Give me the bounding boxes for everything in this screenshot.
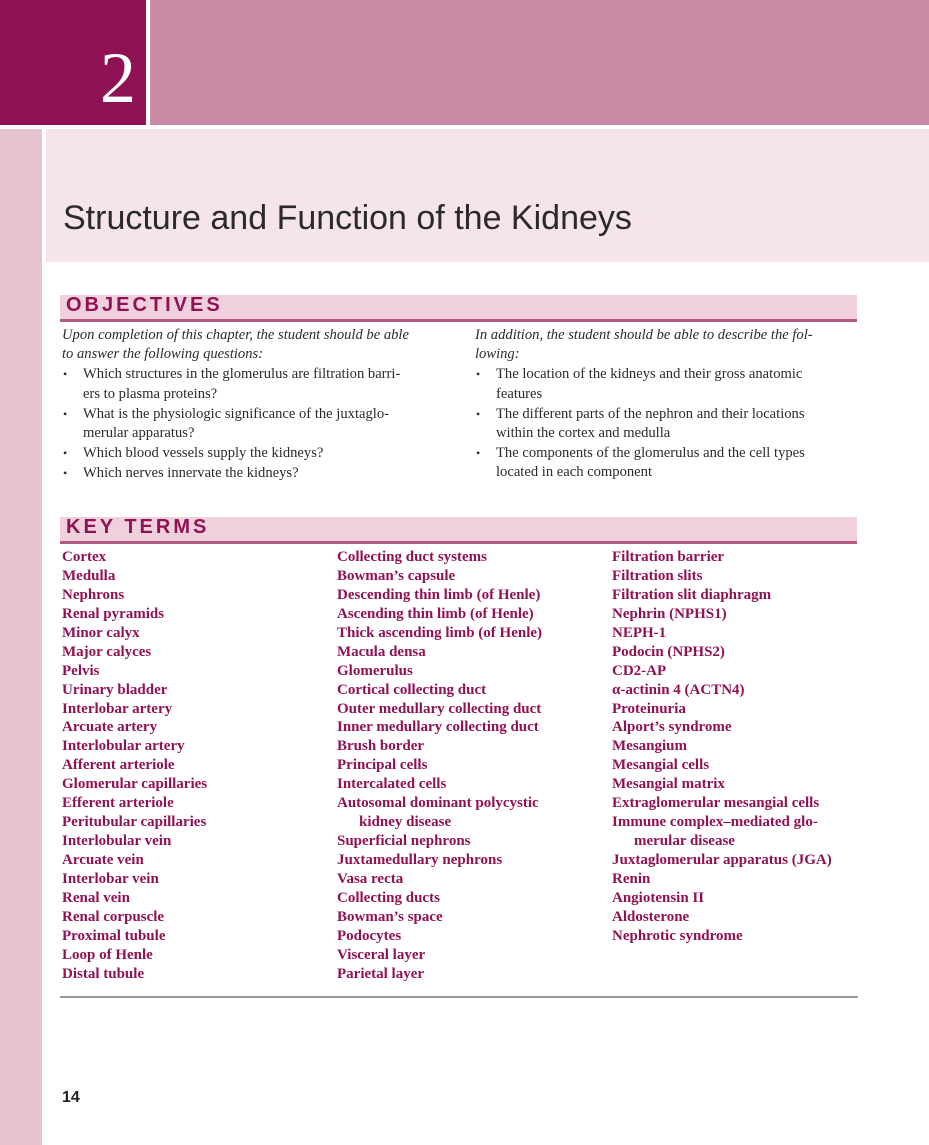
objective-item: • Which structures in the glomerulus are filtration barri- ers to plasma proteins? <box>62 365 444 403</box>
key-term: Urinary bladder <box>62 681 168 698</box>
objectives-right-intro: In addition, the student should be able to describe the fol- lowing: <box>475 327 813 363</box>
objectives-left-list <box>62 365 444 483</box>
key-term: Renal vein <box>62 889 130 906</box>
key-term: Inner medullary collecting duct <box>337 719 539 736</box>
page-number: 14 <box>62 1089 80 1106</box>
key-term: Interlobar artery <box>62 700 173 717</box>
key-term: Nephrons <box>62 586 125 603</box>
key-term: Proximal tubule <box>62 927 166 944</box>
key-term: Filtration slits <box>612 567 703 584</box>
objective-item: • Which blood vessels supply the kidneys? <box>62 444 444 463</box>
key-term: Cortex <box>62 549 107 565</box>
objectives-right-list <box>475 365 857 482</box>
key-term: CD2-AP <box>612 662 667 679</box>
key-terms-column-1 <box>62 548 207 984</box>
key-term: Filtration slit diaphragm <box>612 586 772 603</box>
key-term: Renal pyramids <box>62 605 165 622</box>
key-term: Interlobar vein <box>62 870 159 887</box>
key-term: Renal corpuscle <box>62 908 165 925</box>
key-term: kidney disease <box>359 814 452 831</box>
key-term: Proteinuria <box>612 700 686 717</box>
key-terms-heading: KEY TERMS <box>66 516 210 538</box>
key-term: Ascending thin limb (of Henle) <box>337 605 534 622</box>
key-term: Superficial nephrons <box>337 833 471 850</box>
key-term: Brush border <box>337 738 425 755</box>
key-term: Major calyces <box>62 643 152 660</box>
objectives-heading-bar <box>60 295 857 322</box>
key-term: NEPH-1 <box>612 624 667 641</box>
key-term: Juxtamedullary nephrons <box>337 852 503 868</box>
key-term: Outer medullary collecting duct <box>337 700 542 717</box>
side-strip <box>0 129 42 1145</box>
objectives-right-column <box>475 326 857 483</box>
section-divider <box>60 996 858 998</box>
key-term: Efferent arteriole <box>62 795 174 812</box>
objective-item: • Which nerves innervate the kidneys? <box>62 464 444 483</box>
key-term: Bowman’s space <box>337 908 443 925</box>
key-term: Minor calyx <box>62 624 140 641</box>
key-term: Afferent arteriole <box>62 757 175 774</box>
key-term: Angiotensin II <box>612 889 705 906</box>
header-band <box>150 0 929 125</box>
key-term: Visceral layer <box>337 946 426 963</box>
key-term: Filtration barrier <box>612 549 725 565</box>
key-term: Collecting duct systems <box>337 549 487 565</box>
objective-item: • The different parts of the nephron and their locations within the cortex and medulla <box>475 405 857 443</box>
key-term: Glomerulus <box>337 662 413 679</box>
key-term: Mesangial cells <box>612 757 710 774</box>
objective-item: • What is the physiologic significance of the juxtaglo- merular apparatus? <box>62 405 444 443</box>
key-term: Parietal layer <box>337 965 425 982</box>
key-term: Extraglomerular mesangial cells <box>612 795 820 812</box>
key-terms-heading-bar <box>60 517 857 544</box>
key-term: Juxtaglomerular apparatus (JGA) <box>612 852 832 868</box>
key-term: Mesangium <box>612 738 687 755</box>
key-term: Podocin (NPHS2) <box>612 643 725 660</box>
key-term: Macula densa <box>337 643 426 660</box>
key-term: Renin <box>612 870 651 887</box>
key-term: Bowman’s capsule <box>337 567 456 584</box>
key-term: Podocytes <box>337 927 402 944</box>
objectives-left-intro: Upon completion of this chapter, the student should be able to answer the following questions: <box>62 327 409 363</box>
chapter-number-box <box>0 0 146 125</box>
key-term: Loop of Henle <box>62 946 153 963</box>
key-term: Nephrin (NPHS1) <box>612 605 727 622</box>
key-term: Nephrotic syndrome <box>612 927 743 944</box>
key-term: Distal tubule <box>62 965 145 982</box>
key-term: Principal cells <box>337 757 428 774</box>
key-term: Glomerular capillaries <box>62 776 208 793</box>
key-terms-column-2 <box>337 548 542 984</box>
chapter-number: 2 <box>100 38 136 118</box>
objectives-heading: OBJECTIVES <box>66 294 223 316</box>
key-term: Alport’s syndrome <box>612 719 732 736</box>
key-term: Autosomal dominant polycystic <box>337 795 539 812</box>
objectives-left-column <box>62 326 444 484</box>
key-term: Interlobular artery <box>62 738 185 755</box>
key-term: Immune complex–mediated glo- <box>612 814 818 831</box>
key-term: Vasa recta <box>337 870 404 887</box>
key-term: Pelvis <box>62 662 100 679</box>
key-term: Mesangial matrix <box>612 776 725 793</box>
key-terms-column-3 <box>612 548 832 946</box>
title-band <box>46 129 929 262</box>
key-term: Interlobular vein <box>62 833 172 850</box>
key-term: Descending thin limb (of Henle) <box>337 586 541 603</box>
objective-item: • The location of the kidneys and their gross anatomic features <box>475 365 857 403</box>
key-term: Aldosterone <box>612 908 690 925</box>
key-term: Thick ascending limb (of Henle) <box>337 624 543 641</box>
key-term: Peritubular capillaries <box>62 814 207 831</box>
objective-item: • The components of the glomerulus and the cell types located in each component <box>475 444 857 482</box>
key-term: Arcuate vein <box>62 852 144 868</box>
chapter-title: Structure and Function of the Kidneys <box>63 199 632 237</box>
key-term: Collecting ducts <box>337 889 440 906</box>
key-term: merular disease <box>634 833 735 850</box>
key-term: Intercalated cells <box>337 776 447 793</box>
key-term: α-actinin 4 (ACTN4) <box>612 681 745 698</box>
key-term: Arcuate artery <box>62 719 158 736</box>
key-term: Cortical collecting duct <box>337 681 487 698</box>
key-term: Medulla <box>62 567 116 584</box>
